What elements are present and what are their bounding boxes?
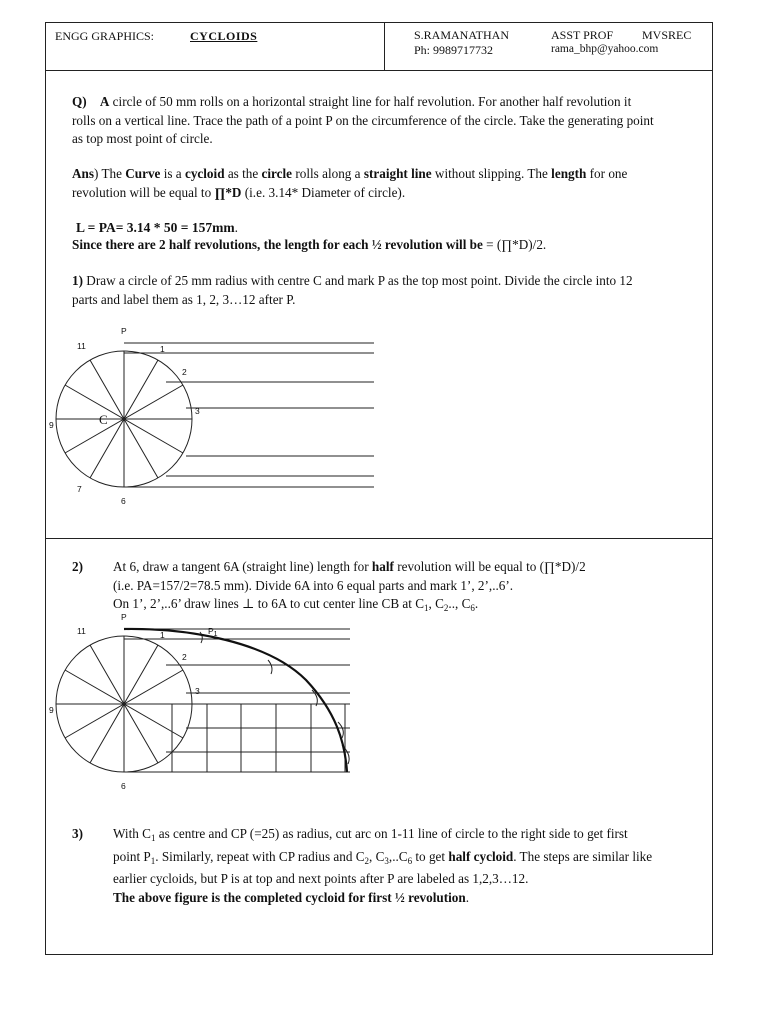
fig2-label-p1-letter: P: [208, 626, 214, 636]
step3-final-line: [113, 889, 658, 908]
step2-line-2: (i.e. PA=157/2=78.5 mm). Divide 6A into 6 equal parts and mark 1’, 2’,..6’.: [113, 577, 514, 593]
answer-text-6: for one revolution will be equal to: [72, 166, 628, 200]
question-paragraph: [72, 93, 656, 149]
step3-bold-1: half cycloid: [448, 848, 514, 864]
step3-text-7: . The steps are similar like earlier cycloids, but P is at top and next points after P are labeled as 1,2,3…12.: [113, 848, 653, 886]
formula-end: .: [234, 220, 238, 235]
half-rev-line: [72, 236, 672, 255]
answer-text-3: as the: [224, 166, 262, 181]
header-subject: ENGG GRAPHICS:: [55, 29, 155, 43]
step2-paragraph: [113, 558, 693, 618]
step2-text-3a: On 1’, 2’,..6’ draw lines: [113, 596, 243, 611]
fig1-label-9: 9: [49, 420, 54, 430]
fig1-label-6: 6: [121, 496, 126, 506]
header-divider: [384, 22, 385, 71]
fig2-label-p1-sub: 1: [213, 631, 218, 638]
header-topic: CYCLOIDS: [190, 29, 258, 43]
step3-num: 3): [72, 826, 83, 841]
step2-line-3: [113, 595, 693, 618]
question-text: circle of 50 mm rolls on a horizontal straight line for half revolution. For another half revolution it rolls on a vertical line. Trace the path of a point P on the circumference of the circle. Take the generating point as top most point of circle.: [72, 94, 654, 146]
fig2-label-3: 3: [195, 686, 200, 696]
fig2-label-9: 9: [49, 705, 54, 715]
header-institute: MVSREC: [642, 28, 692, 42]
answer-bold-3: circle: [261, 166, 293, 181]
step1-paragraph: [72, 272, 656, 309]
answer-bold-4: straight line: [363, 166, 432, 181]
answer-text-5: without slipping. The: [431, 166, 552, 181]
step1-num: 1): [72, 273, 83, 288]
answer-bold-1: Curve: [125, 166, 161, 181]
header-designation: ASST PROF: [551, 28, 614, 42]
fig2-label-1: 1: [160, 630, 165, 640]
answer-label: Ans: [72, 166, 94, 181]
step3-text-3: . Similarly, repeat with CP radius and C: [155, 848, 365, 864]
step2-text-1: At 6, draw a tangent 6A (straight line) length for: [113, 559, 372, 574]
step2-mid: .., C: [448, 596, 471, 611]
answer-text-7: (i.e. 3.14* Diameter of circle).: [241, 184, 406, 200]
step2-sep: , C: [428, 596, 444, 611]
fig2-label-p: P: [121, 612, 127, 622]
header-author: S.RAMANATHAN: [414, 28, 510, 42]
half-rev-end: = (∏*D)/2.: [482, 237, 547, 252]
header-phone: Ph: 9989717732: [414, 43, 494, 57]
fig1-label-2: 2: [182, 367, 187, 377]
answer-paragraph: [72, 165, 656, 202]
fig2-label-2: 2: [182, 652, 187, 662]
step3-text-5: ,..C: [388, 848, 408, 864]
step3-text-4: , C: [369, 848, 385, 864]
fig2-label-6: 6: [121, 781, 126, 791]
fig2-label-11: 11: [77, 626, 86, 636]
answer-text-1: ) The: [94, 166, 126, 181]
half-rev-text: Since there are 2 half revolutions, the length for each ½ revolution will be: [72, 237, 483, 252]
question-label: Q): [72, 94, 87, 109]
step3-sub-3: 2: [364, 855, 370, 866]
question-lead: A: [99, 94, 110, 109]
step3-final-end: .: [465, 889, 470, 905]
formula: L = PA= 3.14 * 50 = 157mm: [76, 220, 235, 235]
step3-paragraph: [113, 825, 658, 907]
fig1-label-1: 1: [160, 344, 165, 354]
step2-end: .: [474, 596, 479, 611]
step2-sub-c2: 2: [443, 603, 449, 613]
step2-sub-c1: 1: [424, 603, 429, 613]
fig1-label-11: 11: [77, 341, 86, 351]
answer-bold-5: length: [551, 166, 587, 181]
step2-num: 2): [72, 559, 83, 574]
answer-bold-2: cycloid: [184, 166, 225, 181]
fig1-label-p: P: [121, 326, 127, 336]
fig1-label-7: 7: [77, 484, 82, 494]
step2-line-1: [113, 558, 693, 577]
formula-line: [76, 219, 660, 238]
step2-bold-1: half: [371, 559, 394, 574]
step2-text-3b: to 6A to cut center line CB at C: [254, 596, 425, 611]
fig1-label-3: 3: [195, 406, 200, 416]
step2-sub-c6: 6: [470, 603, 475, 613]
step3-sub-1: 1: [150, 833, 156, 843]
step3-text-2: as centre and CP (=25) as radius, cut arc on 1-11 line of circle to the right side to get first point P: [113, 826, 628, 864]
perpendicular-symbol: ⊥: [242, 596, 255, 611]
header-email: rama_bhp@yahoo.com: [551, 43, 659, 55]
step3-sub-4: 3: [384, 855, 389, 866]
step3-final: The above figure is the completed cycloid for first ½ revolution: [113, 889, 466, 905]
answer-text-2: is a: [160, 166, 185, 181]
step3-text-6: to get: [412, 848, 449, 864]
fig1-label-c: C: [99, 412, 108, 427]
fig2-label-p1: [208, 626, 218, 638]
step2-text-2: revolution will be equal to (∏*D)/2: [393, 559, 586, 574]
answer-text-4: rolls along a: [292, 166, 364, 181]
step3-sub-2: 1: [150, 855, 156, 866]
answer-bold-6: ∏*D: [214, 184, 242, 200]
step3-sub-5: 6: [407, 855, 413, 866]
step1-text: Draw a circle of 25 mm radius with centre C and mark P as the top most point. Divide the circle into 12 parts and label them as 1, 2, 3…12 after P.: [72, 273, 633, 307]
step3-text-1: With C: [113, 826, 151, 841]
